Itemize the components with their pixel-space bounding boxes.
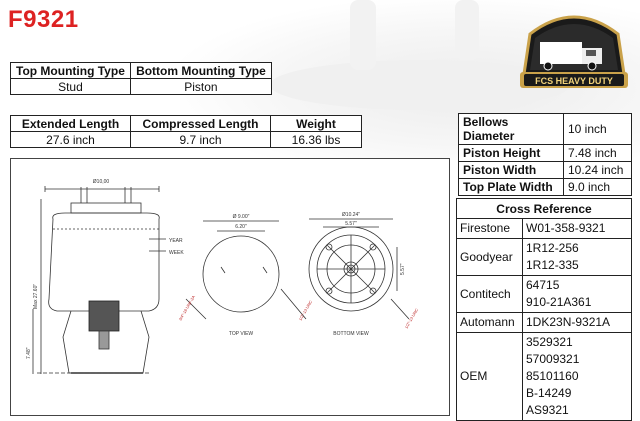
piston-width-value: 10.24 inch [564, 162, 632, 179]
top-view-drawing [186, 221, 306, 319]
extended-length-value: 27.6 inch [11, 132, 131, 148]
top-view-inner: 6.20" [235, 224, 247, 230]
bottom-view-label: BOTTOM VIEW [333, 331, 369, 337]
xref-contitech-value-2: 910-21A361 [526, 295, 592, 309]
drawing-year-label: YEAR [169, 238, 183, 244]
top-plate-width-label: Top Plate Width [459, 179, 564, 196]
dimensions-table [458, 113, 632, 196]
xref-brand-contitech: Contitech [457, 276, 523, 313]
bottom-view-inner: 5.57" [345, 221, 357, 227]
xref-contitech-value-1: 64715 [526, 278, 560, 292]
top-mounting-value: Stud [11, 79, 131, 95]
piston-height-value: 7.48 inch [564, 145, 632, 162]
bottom-mounting-header: Bottom Mounting Type [130, 63, 271, 79]
bottom-mounting-value: Piston [130, 79, 271, 95]
compressed-length-value: 9.7 inch [131, 132, 271, 148]
technical-drawing [10, 158, 450, 416]
length-weight-table [10, 115, 362, 148]
compressed-length-header: Compressed Length [131, 116, 271, 132]
background-stud-shape [350, 0, 376, 70]
part-number-title: F9321 [8, 6, 79, 33]
xref-brand-automann: Automann [457, 313, 523, 333]
cross-reference-title: Cross Reference [457, 199, 632, 219]
mounting-type-table [10, 62, 272, 95]
xref-automann-value: 1DK23N-9321A [523, 313, 632, 333]
xref-oem-value-1: 3529321 57009321 [526, 335, 580, 366]
top-view-note: 3/4"-16 UNF-2A [177, 294, 197, 322]
extended-length-header: Extended Length [11, 116, 131, 132]
bottom-view-note: 1/2"-13 UNC [403, 307, 420, 330]
xref-brand-firestone: Firestone [457, 219, 523, 239]
xref-oem-value-3: B-14249 [526, 386, 572, 400]
drawing-diameter-label: Ø10,00 [92, 179, 110, 185]
bottom-view-diameter: Ø10.24" [341, 212, 361, 218]
weight-header: Weight [271, 116, 362, 132]
top-plate-width-value: 9.0 inch [564, 179, 632, 196]
cross-reference-table [456, 198, 632, 421]
side-view-drawing [33, 186, 166, 374]
middle-note: 1/2"-13 UNC [297, 299, 314, 322]
top-view-diameter: Ø 9.00" [232, 214, 250, 220]
weight-value: 16.36 lbs [271, 132, 362, 148]
top-mounting-header: Top Mounting Type [11, 63, 131, 79]
xref-brand-oem: OEM [457, 333, 523, 421]
fcs-heavy-duty-logo [516, 4, 632, 90]
drawing-height-label: 7.48" [26, 347, 32, 359]
top-view-label: TOP VIEW [228, 331, 254, 337]
xref-firestone-value: W01-358-9321 [523, 219, 632, 239]
piston-width-label: Piston Width [459, 162, 564, 179]
bellows-diameter-value: 10 inch [564, 114, 632, 145]
piston-height-label: Piston Height [459, 145, 564, 162]
logo-text: FCS HEAVY DUTY [535, 76, 613, 86]
bellows-diameter-label: Bellows Diameter [459, 114, 564, 145]
xref-oem-value-2: 85101160 [526, 369, 579, 383]
drawing-week-label: WEEK [169, 250, 184, 256]
bottom-view-side: 5.57" [400, 263, 406, 275]
xref-brand-goodyear: Goodyear [457, 239, 523, 276]
bottom-view-drawing [309, 219, 409, 319]
xref-oem-value-4: AS9321 [526, 403, 569, 417]
drawing-extended-label: Max 27.60" [33, 283, 39, 309]
xref-goodyear-value-1: 1R12-256 [526, 241, 579, 255]
xref-goodyear-value-2: 1R12-335 [526, 258, 579, 272]
background-stud-shape-2 [455, 0, 479, 60]
